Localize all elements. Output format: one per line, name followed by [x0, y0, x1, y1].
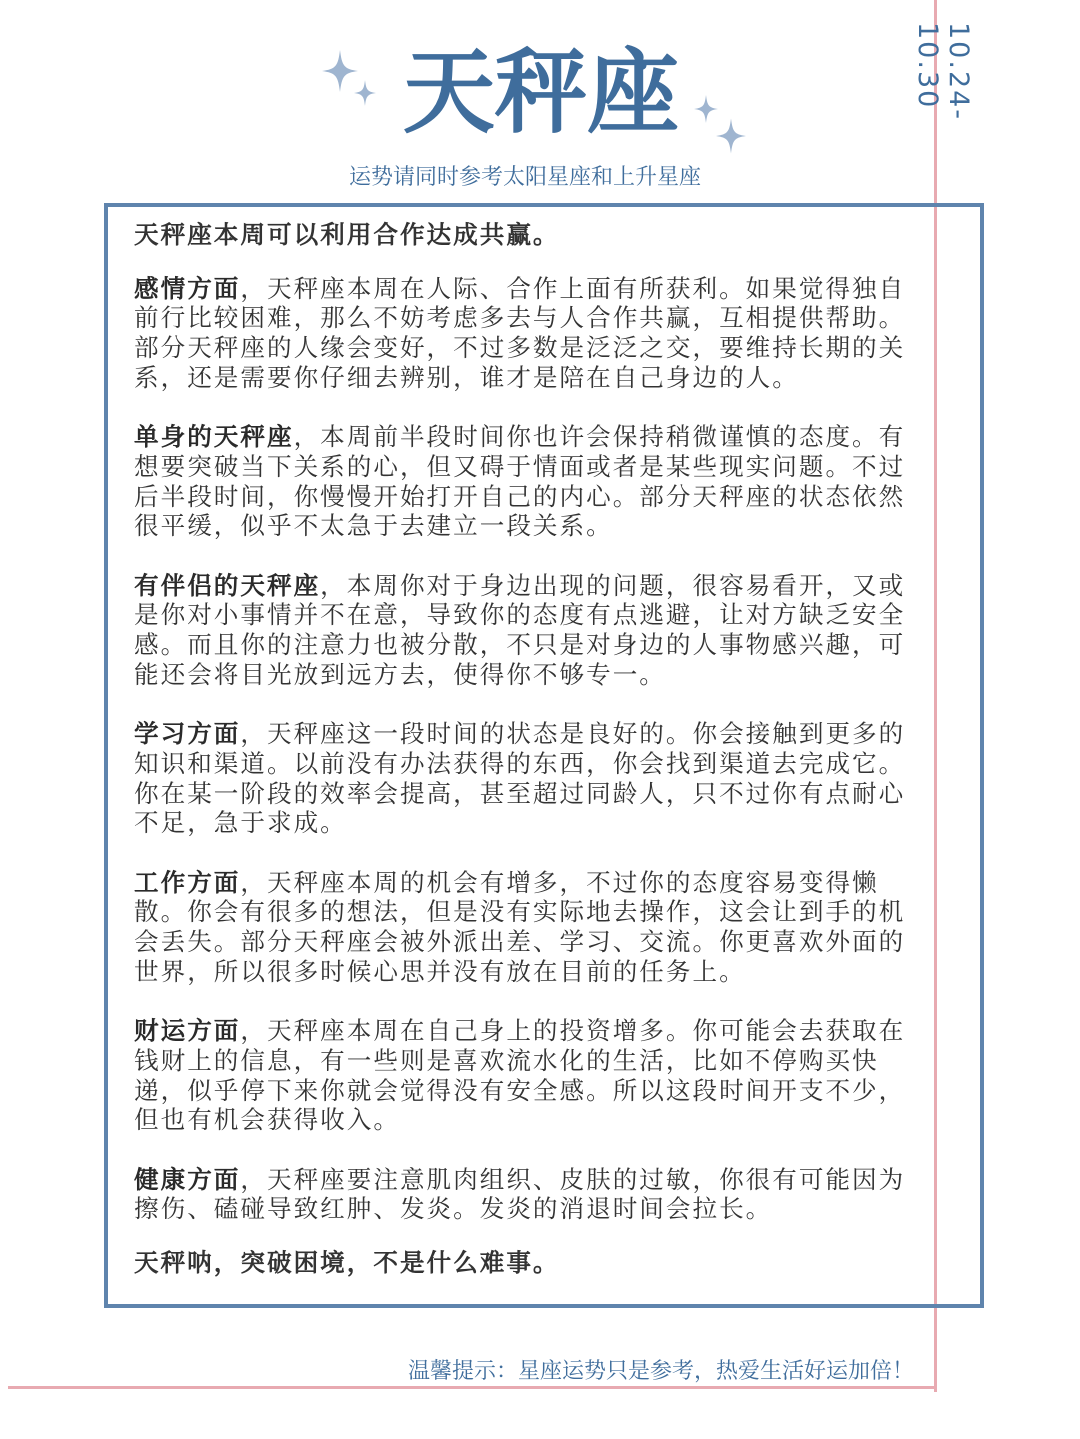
- section-partnered: [134, 571, 914, 690]
- footer-tip: 温馨提示：星座运势只是参考，热爱生活好运加倍！: [408, 1359, 915, 1384]
- sparkle-icon: [354, 80, 376, 106]
- subtitle: 运势请同时参考太阳星座和上升星座: [348, 165, 701, 190]
- section-heading: 工作方面: [134, 867, 241, 897]
- section-love: [134, 274, 914, 393]
- section-body: ，天秤座要注意肌肉组织、皮肤的过敏，你很有可能因为擦伤、磕碰导致红肿、发炎。发炎的消退时间会拉长。: [134, 1164, 906, 1224]
- section-health: [134, 1165, 914, 1224]
- pink-horizontal-line: [8, 1386, 937, 1389]
- section-heading: 学习方面: [134, 719, 241, 749]
- section-heading: 财运方面: [134, 1016, 241, 1046]
- horoscope-text: [134, 220, 914, 1302]
- closing-line: 天秤呐，突破困境，不是什么难事。: [134, 1247, 560, 1277]
- section-wealth: [134, 1016, 914, 1135]
- sparkle-icon: [322, 50, 358, 92]
- section-body: ，天秤座本周在自己身上的投资增多。你可能会去获取在钱财上的信息，有一些则是喜欢流水化的生活，比如不停购买快递，似乎停下来你就会觉得没有安全感。所以这段时间开支不少，但也有机会获得收入。: [134, 1016, 906, 1135]
- section-study: [134, 719, 914, 838]
- section-single: [134, 422, 914, 541]
- section-body: ，本周你对于身边出现的问题，很容易看开，又或是你对小事情并不在意，导致你的态度有点逃避，让对方缺乏安全感。而且你的注意力也被分散，不只是对身边的人事物感兴趣，可能还会将目光放到远方去，使得你不够专一。: [134, 570, 906, 689]
- intro-line: 天秤座本周可以利用合作达成共赢。: [134, 220, 560, 249]
- section-body: ，本周前半段时间你也许会保持稍微谨慎的态度。有想要突破当下关系的心，但又碍于情面或者是某些现实问题。不过后半段时间，你慢慢开始打开自己的内心。部分天秤座的状态依然很平缓，似乎不太急于去建立一段关系。: [134, 422, 906, 541]
- section-body: ，天秤座这一段时间的状态是良好的。你会接触到更多的知识和渠道。以前没有办法获得的东西，你会找到渠道去完成它。你在某一阶段的效率会提高，甚至超过同龄人，只不过你有点耐心不足，急于求成。: [134, 719, 906, 838]
- date-range: 10.24-10.30: [912, 22, 974, 122]
- section-body: ，天秤座本周的机会有增多，不过你的态度容易变得懒散。你会有很多的想法，但是没有实际地去操作，这会让到手的机会丢失。部分天秤座会被外派出差、学习、交流。你更喜欢外面的世界，所以很多时候心思并没有放在目前的任务上。: [134, 867, 906, 986]
- section-heading: 健康方面: [134, 1164, 241, 1194]
- sparkle-icon: [694, 95, 718, 123]
- section-heading: 有伴侣的天秤座: [134, 570, 321, 600]
- section-body: ，天秤座本周在人际、合作上面有所获利。如果觉得独自前行比较困难，那么不妨考虑多去与人合作共赢，互相提供帮助。部分天秤座的人缘会变好，不过多数是泛泛之交，要维持长期的关系，还是需要你仔细去辨别，谁才是陪在自己身边的人。: [134, 273, 906, 392]
- section-heading: 感情方面: [134, 273, 241, 303]
- page-title: 天秤座: [402, 39, 679, 146]
- sparkle-icon: [716, 118, 746, 154]
- section-heading: 单身的天秤座: [134, 422, 294, 452]
- section-work: [134, 868, 914, 987]
